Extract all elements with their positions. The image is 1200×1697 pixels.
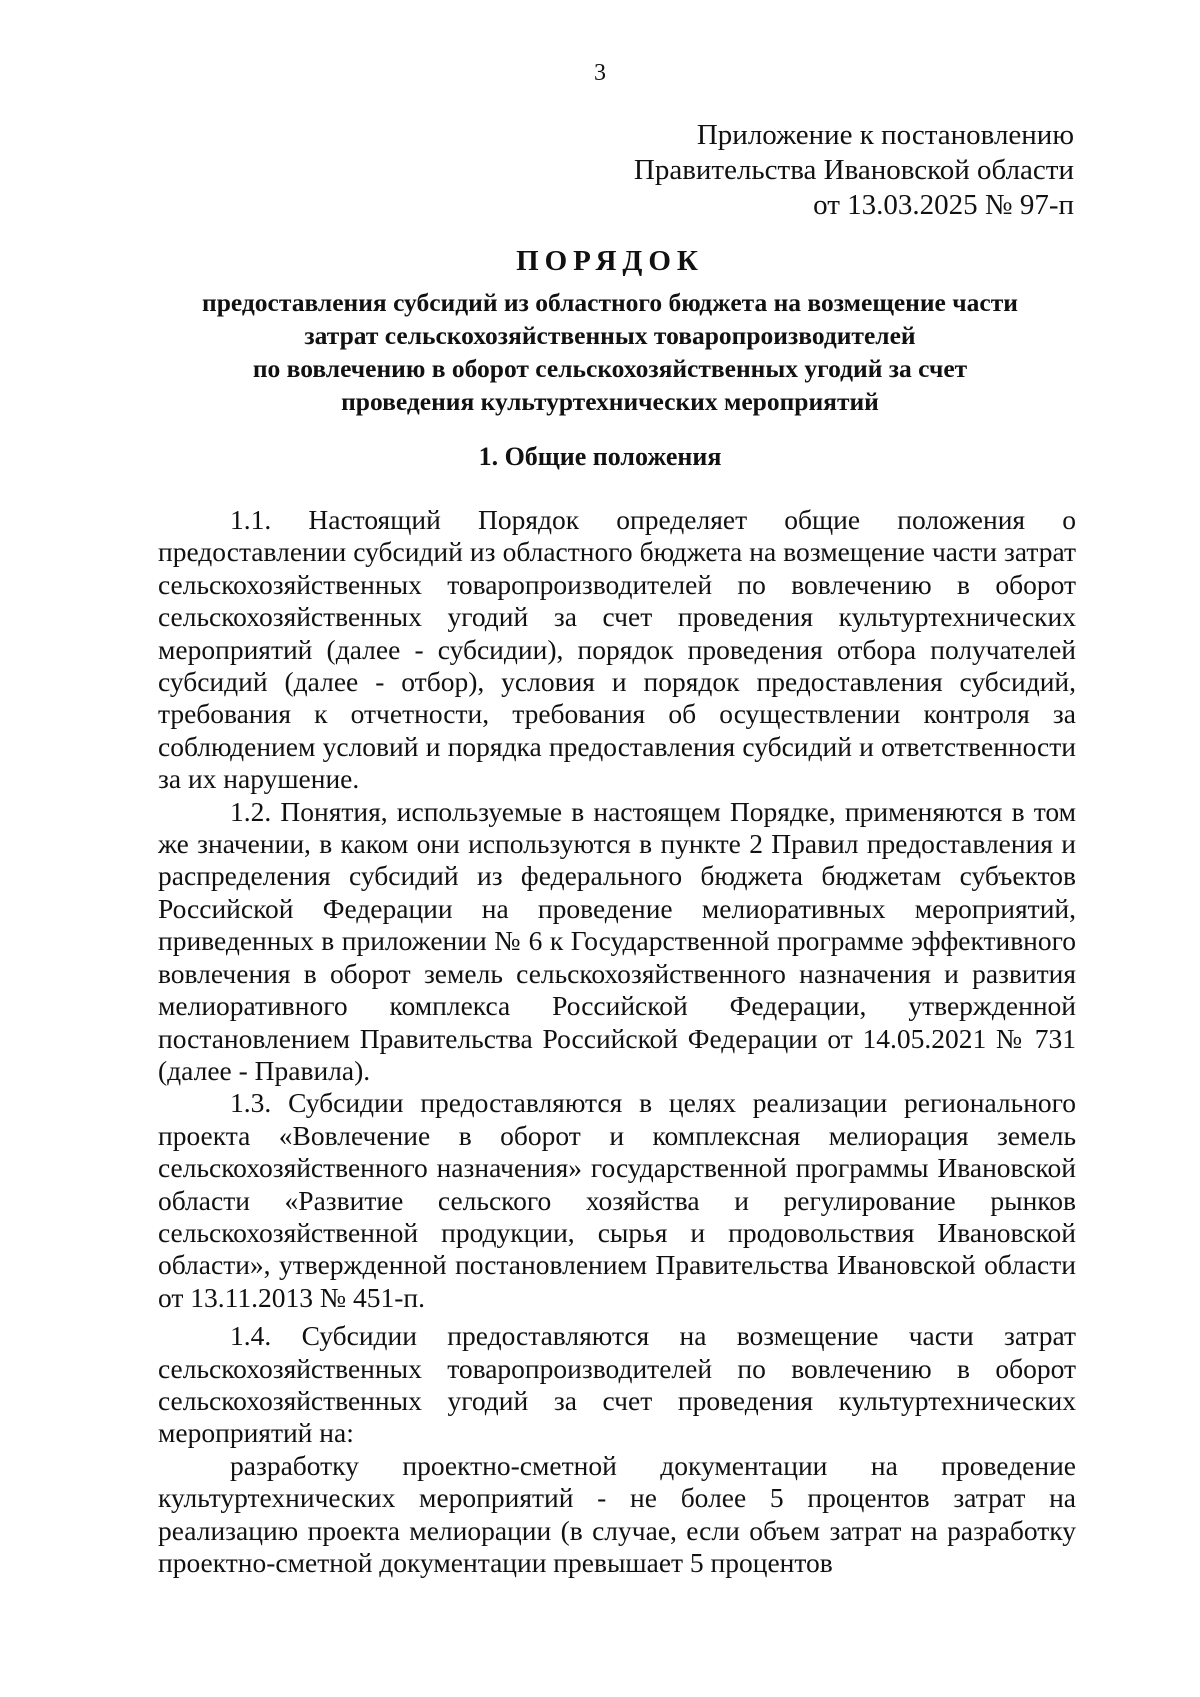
paragraph-1-4-item: разработку проектно-сметной документации на проведение культуртехнических мероприятий - не более 5 процентов затрат на реализацию проекта мелиорации (в случае, если объем затрат на разработку проектно-сметной документации превышает 5 процентов [158, 1449, 1076, 1578]
document-title-block [150, 244, 1070, 418]
paragraph-1-1: 1.1. Настоящий Порядок определяет общие положения о предоставлении субсидий из областного бюджета на возмещение части затрат сельскохозяйственных товаропроизводителей по вовлечению в оборот сельскохозяйственных угодий за счет проведения культуртехнических мероприятий (далее - субсидии), порядок проведения отбора получателей субсидий (далее - отбор), условия и порядок предоставления субсидий, требования к отчетности, требования об осуществлении контроля за соблюдением условий и порядка предоставления субсидий и ответственности за их нарушение. [158, 504, 1076, 795]
approval-stamp-block [634, 118, 1074, 223]
paragraph-1-3: 1.3. Субсидии предоставляются в целях реализации регионального проекта «Вовлечение в оборот и комплексная мелиорация земель сельскохозяйственного назначения» государственной программы Ивановской области «Развитие сельского хозяйства и регулирование рынков сельскохозяйственной продукции, сырья и продовольствия Ивановской области», утвержденной постановлением Правительства Ивановской области от 13.11.2013 № 451-п. [158, 1087, 1076, 1313]
subtitle-line: затрат сельскохозяйственных товаропроизводителей [304, 321, 916, 350]
paragraph-1-4: 1.4. Субсидии предоставляются на возмещение части затрат сельскохозяйственных товаропроизводителей по вовлечению в оборот сельскохозяйственных угодий за счет проведения культуртехнических мероприятий на: [158, 1320, 1076, 1449]
document-body [158, 504, 1076, 1579]
subtitle-line: предоставления субсидий из областного бюджета на возмещение части [202, 288, 1018, 317]
approval-line: Правительства Ивановской области [633, 154, 1074, 186]
section-heading: 1. Общие положения [478, 442, 722, 471]
approval-line: Приложение к постановлению [696, 119, 1074, 151]
paragraph-1-2: 1.2. Понятия, используемые в настоящем Порядке, применяются в том же значении, в каком они используются в пункте 2 Правил предоставления и распределения субсидий из федерального бюджета бюджетам субъектов Российской Федерации на проведение мелиоративных мероприятий, приведенных в приложении № 6 к Государственной программе эффективного вовлечения в оборот земель сельскохозяйственного назначения и развития мелиоративного комплекса Российской Федерации, утвержденной постановлением Правительства Российской Федерации от 14.05.2021 № 731 (далее - Правила). [158, 795, 1076, 1086]
page-number: 3 [594, 60, 606, 86]
document-subtitle [150, 286, 1070, 418]
subtitle-line: проведения культуртехнических мероприятий [341, 387, 879, 416]
subtitle-line: по вовлечению в оборот сельскохозяйственных угодий за счет [252, 354, 968, 383]
approval-line: от 13.03.2025 № 97-п [813, 189, 1074, 221]
document-title: ПОРЯДОК [516, 245, 704, 277]
